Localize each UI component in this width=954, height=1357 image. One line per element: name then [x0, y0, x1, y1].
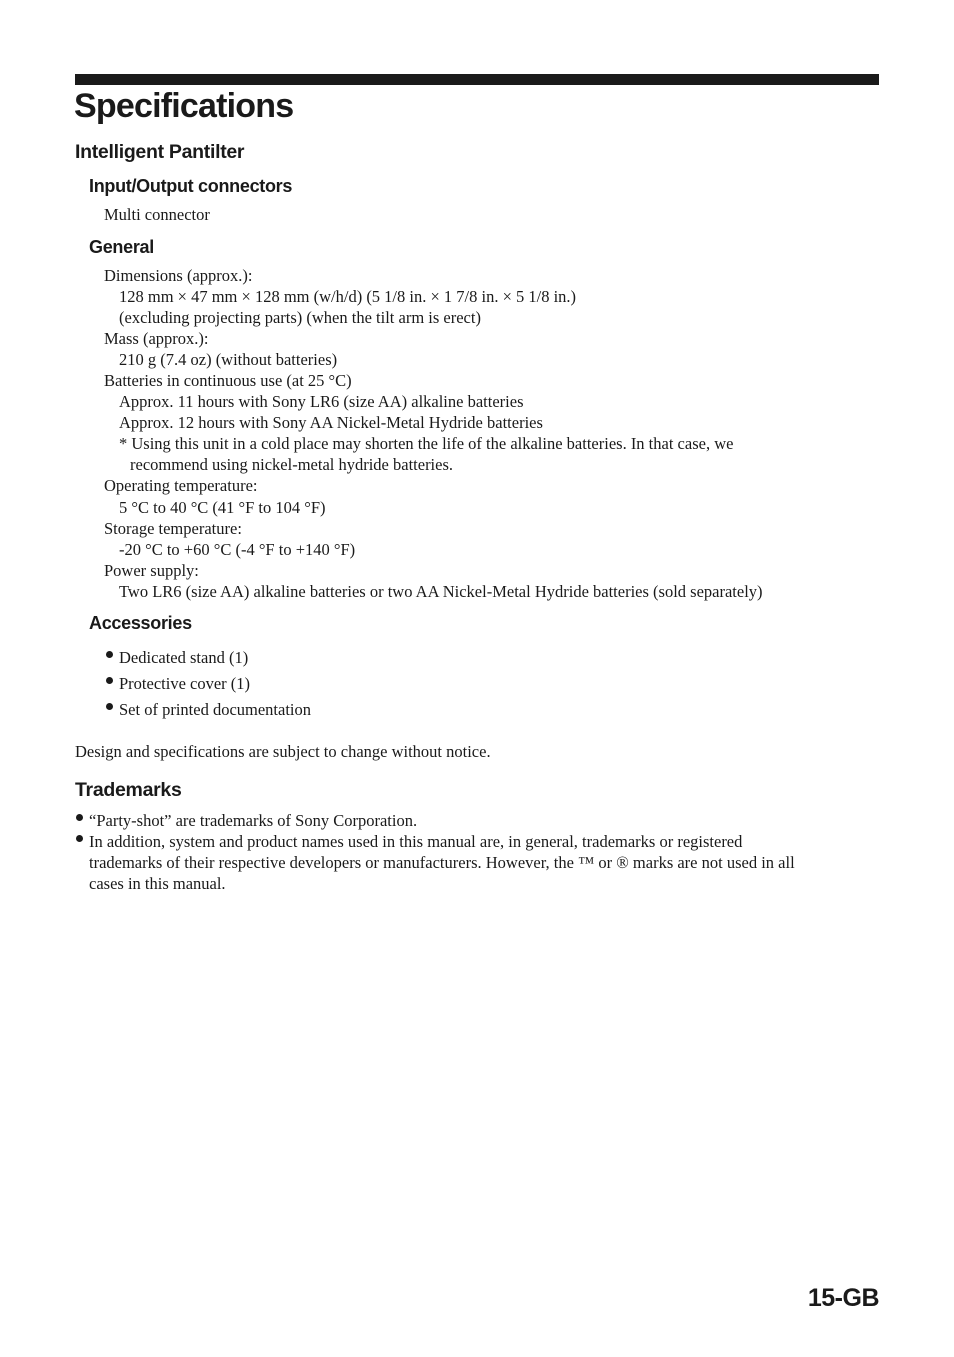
- spec-label: Operating temperature:: [104, 476, 258, 495]
- list-item-continued: cases in this manual.: [89, 874, 226, 893]
- spec-value: Two LR6 (size AA) alkaline batteries or two AA Nickel-Metal Hydride batteries (sold separately): [119, 582, 763, 601]
- trademarks-heading: Trademarks: [75, 779, 182, 801]
- spec-label: Dimensions (approx.):: [104, 266, 253, 285]
- bullet-icon: [106, 703, 113, 710]
- list-item-continued: trademarks of their respective developers or manufacturers. However, the ™ or ® marks are not used in all: [89, 853, 795, 872]
- spec-label: Power supply:: [104, 561, 199, 580]
- page-title: Specifications: [74, 87, 294, 125]
- spec-label: Storage temperature:: [104, 519, 242, 538]
- io-heading: Input/Output connectors: [89, 176, 293, 196]
- list-item: Protective cover (1): [119, 674, 251, 693]
- list-item: Dedicated stand (1): [119, 648, 249, 667]
- spec-value: Approx. 12 hours with Sony AA Nickel-Metal Hydride batteries: [119, 413, 543, 432]
- bullet-icon: [106, 677, 113, 684]
- list-item: “Party-shot” are trademarks of Sony Corporation.: [89, 811, 418, 830]
- general-heading: General: [89, 237, 154, 257]
- spec-value: 5 °C to 40 °C (41 °F to 104 °F): [119, 498, 326, 517]
- bullet-icon: [76, 835, 83, 842]
- spec-value: (excluding projecting parts) (when the tilt arm is erect): [119, 308, 481, 327]
- page-number: 15-GB: [807, 1284, 879, 1312]
- bullet-icon: [76, 814, 83, 821]
- change-notice: Design and specifications are subject to change without notice.: [75, 742, 491, 761]
- io-value: Multi connector: [104, 205, 210, 224]
- spec-value: Approx. 11 hours with Sony LR6 (size AA) alkaline batteries: [119, 392, 524, 411]
- accessories-heading: Accessories: [89, 613, 192, 633]
- list-item: In addition, system and product names used in this manual are, in general, trademarks or registered: [89, 832, 743, 851]
- list-item: Set of printed documentation: [119, 700, 311, 719]
- spec-value: -20 °C to +60 °C (-4 °F to +140 °F): [119, 540, 356, 559]
- spec-note: * Using this unit in a cold place may shorten the life of the alkaline batteries. In that case, we: [119, 434, 734, 453]
- spec-note: recommend using nickel-metal hydride batteries.: [130, 455, 454, 474]
- spec-label: Batteries in continuous use (at 25 °C): [104, 371, 352, 390]
- bullet-icon: [106, 651, 113, 658]
- spec-label: Mass (approx.):: [104, 329, 209, 348]
- section-heading: Intelligent Pantilter: [75, 141, 245, 163]
- spec-value: 128 mm × 47 mm × 128 mm (w/h/d) (5 1/8 in. × 1 7/8 in. × 5 1/8 in.): [119, 287, 577, 306]
- spec-value: 210 g (7.4 oz) (without batteries): [119, 350, 338, 369]
